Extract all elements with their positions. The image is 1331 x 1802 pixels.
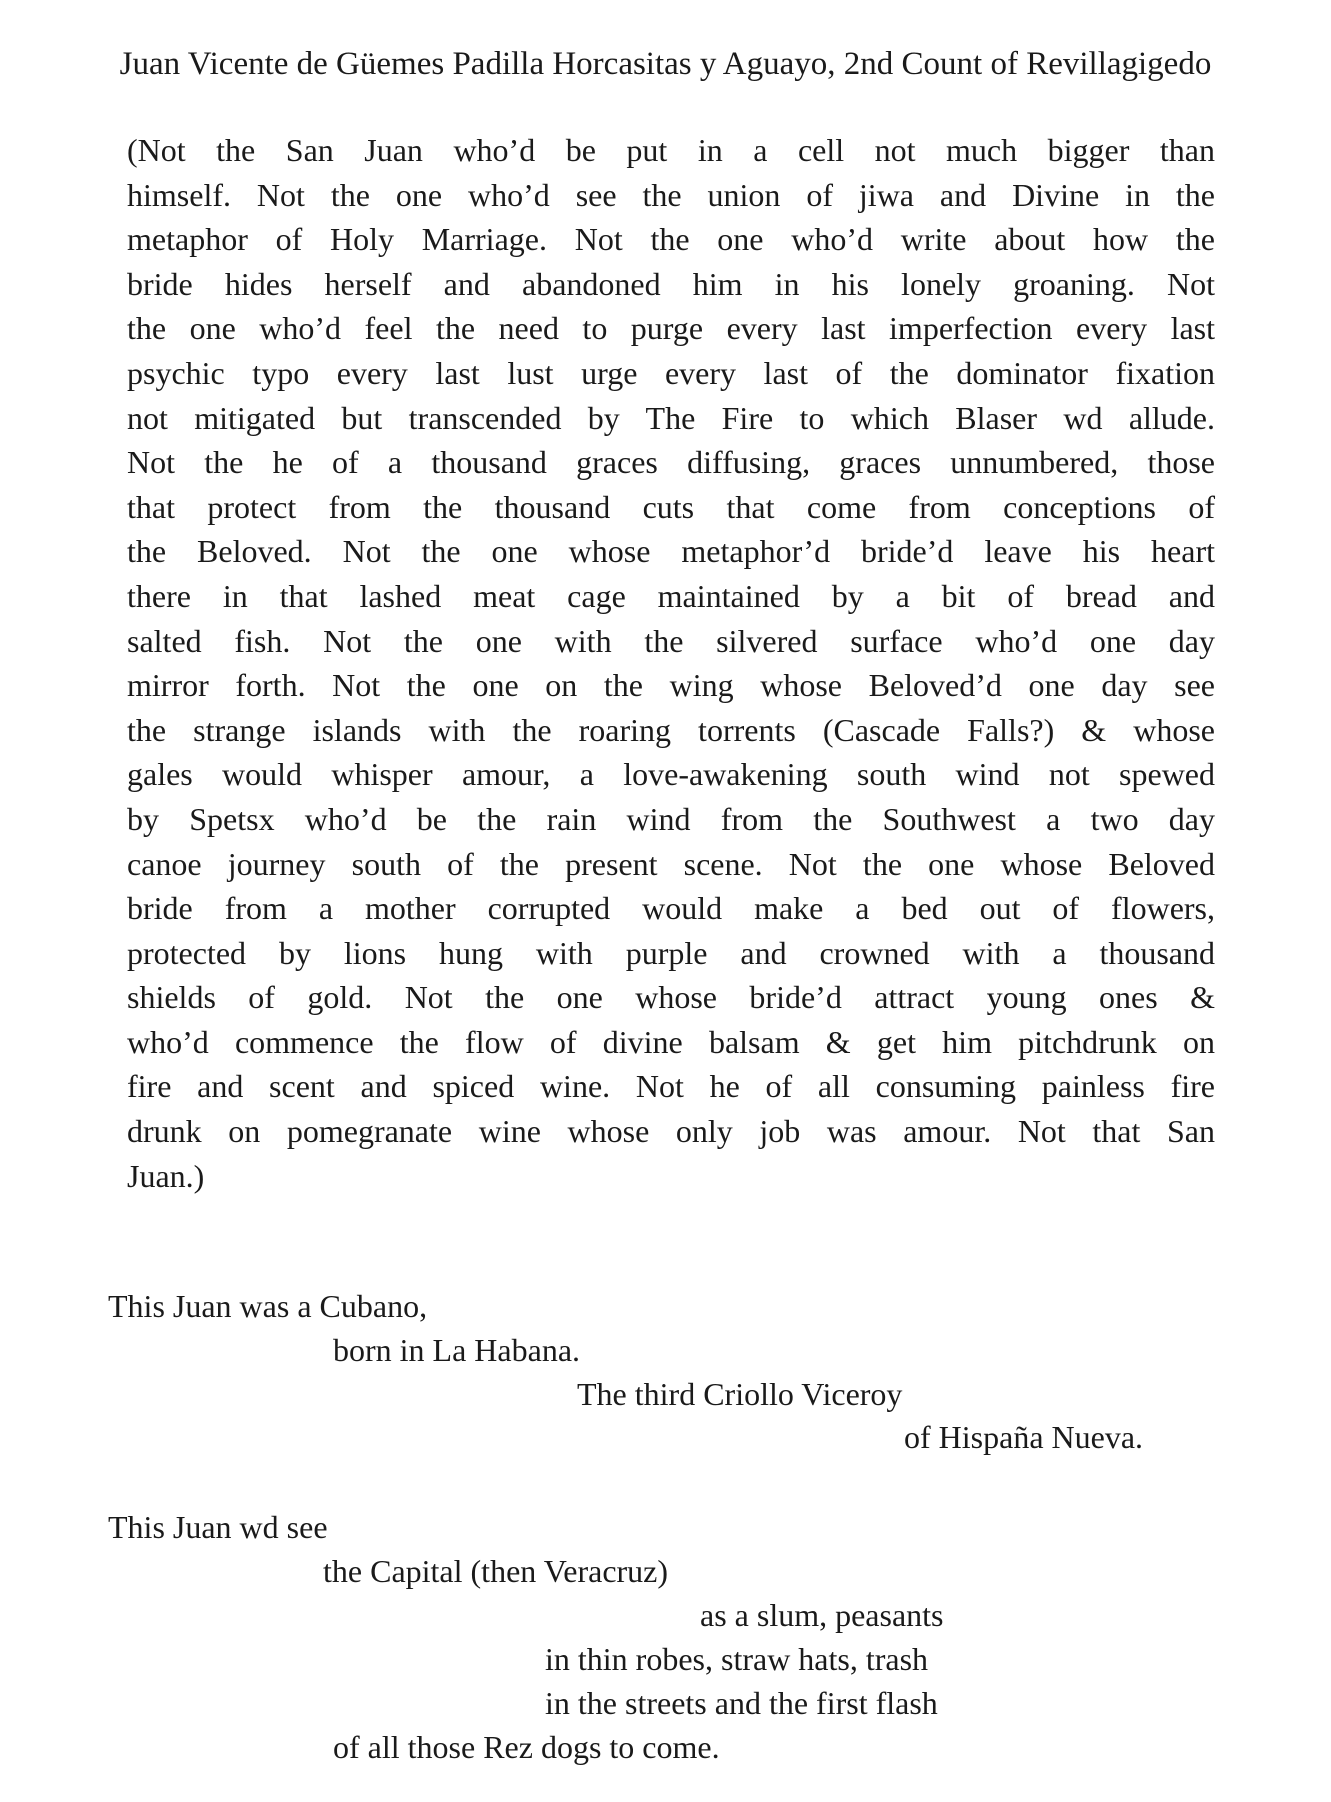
prose-line: Not the he of a thousand graces diffusing, graces unnumbered, those bbox=[127, 444, 1215, 481]
page-title: Juan Vicente de Güemes Padilla Horcasitas y Aguayo, 2nd Count of Revillagigedo bbox=[119, 46, 1212, 82]
prose-line: drunk on pomegranate wine whose only job was amour. Not that San bbox=[127, 1113, 1215, 1150]
prose-line: himself. Not the one who’d see the union of jiwa and Divine in the bbox=[127, 176, 1215, 213]
verse-line: of all those Rez dogs to come. bbox=[333, 1729, 720, 1765]
prose-line: bride from a mother corrupted would make a bed out of flowers, bbox=[127, 890, 1215, 927]
prose-line: that protect from the thousand cuts that come from conceptions of bbox=[127, 488, 1215, 525]
prose-line: shields of gold. Not the one whose bride’d attract young ones & bbox=[127, 979, 1215, 1016]
prose-line: there in that lashed meat cage maintained by a bit of bread and bbox=[127, 577, 1215, 614]
verse-line: This Juan wd see bbox=[108, 1509, 328, 1545]
prose-line: bride hides herself and abandoned him in his lonely groaning. Not bbox=[127, 265, 1215, 302]
prose-line: (Not the San Juan who’d be put in a cell not much bigger than bbox=[127, 132, 1215, 168]
prose-line: metaphor of Holy Marriage. Not the one who’d write about how the bbox=[127, 221, 1215, 258]
verse-line: The third Criollo Viceroy bbox=[577, 1376, 903, 1412]
prose-line: not mitigated but transcended by The Fire to which Blaser wd allude. bbox=[127, 399, 1215, 436]
prose-line: gales would whisper amour, a love-awakening south wind not spewed bbox=[127, 756, 1215, 793]
prose-line: by Spetsx who’d be the rain wind from the Southwest a two day bbox=[127, 800, 1215, 837]
verse-line: as a slum, peasants bbox=[700, 1597, 944, 1633]
prose-line: psychic typo every last lust urge every last of the dominator fixation bbox=[127, 354, 1215, 391]
prose-line: the one who’d feel the need to purge every last imperfection every last bbox=[127, 310, 1215, 347]
prose-line: protected by lions hung with purple and crowned with a thousand bbox=[127, 934, 1215, 971]
prose-line: Juan.) bbox=[127, 1157, 205, 1194]
prose-paragraph bbox=[127, 128, 1215, 1198]
prose-line: mirror forth. Not the one on the wing whose Beloved’d one day see bbox=[127, 667, 1215, 704]
verse-line: of Hispaña Nueva. bbox=[904, 1419, 1144, 1455]
verse-line: This Juan was a Cubano, bbox=[108, 1288, 428, 1324]
verse-line: in the streets and the first flash bbox=[545, 1685, 938, 1721]
prose-line: canoe journey south of the present scene. Not the one whose Beloved bbox=[127, 845, 1215, 882]
verse-line: in thin robes, straw hats, trash bbox=[545, 1641, 929, 1677]
prose-line: salted fish. Not the one with the silvered surface who’d one day bbox=[127, 622, 1215, 659]
prose-line: who’d commence the flow of divine balsam & get him pitchdrunk on bbox=[127, 1023, 1215, 1060]
prose-line: the Beloved. Not the one whose metaphor’d bride’d leave his heart bbox=[127, 533, 1215, 570]
prose-line: the strange islands with the roaring torrents (Cascade Falls?) & whose bbox=[127, 711, 1215, 748]
verse-line: born in La Habana. bbox=[333, 1332, 581, 1368]
verse-line: the Capital (then Veracruz) bbox=[323, 1553, 669, 1589]
prose-line: fire and scent and spiced wine. Not he of all consuming painless fire bbox=[127, 1068, 1215, 1105]
